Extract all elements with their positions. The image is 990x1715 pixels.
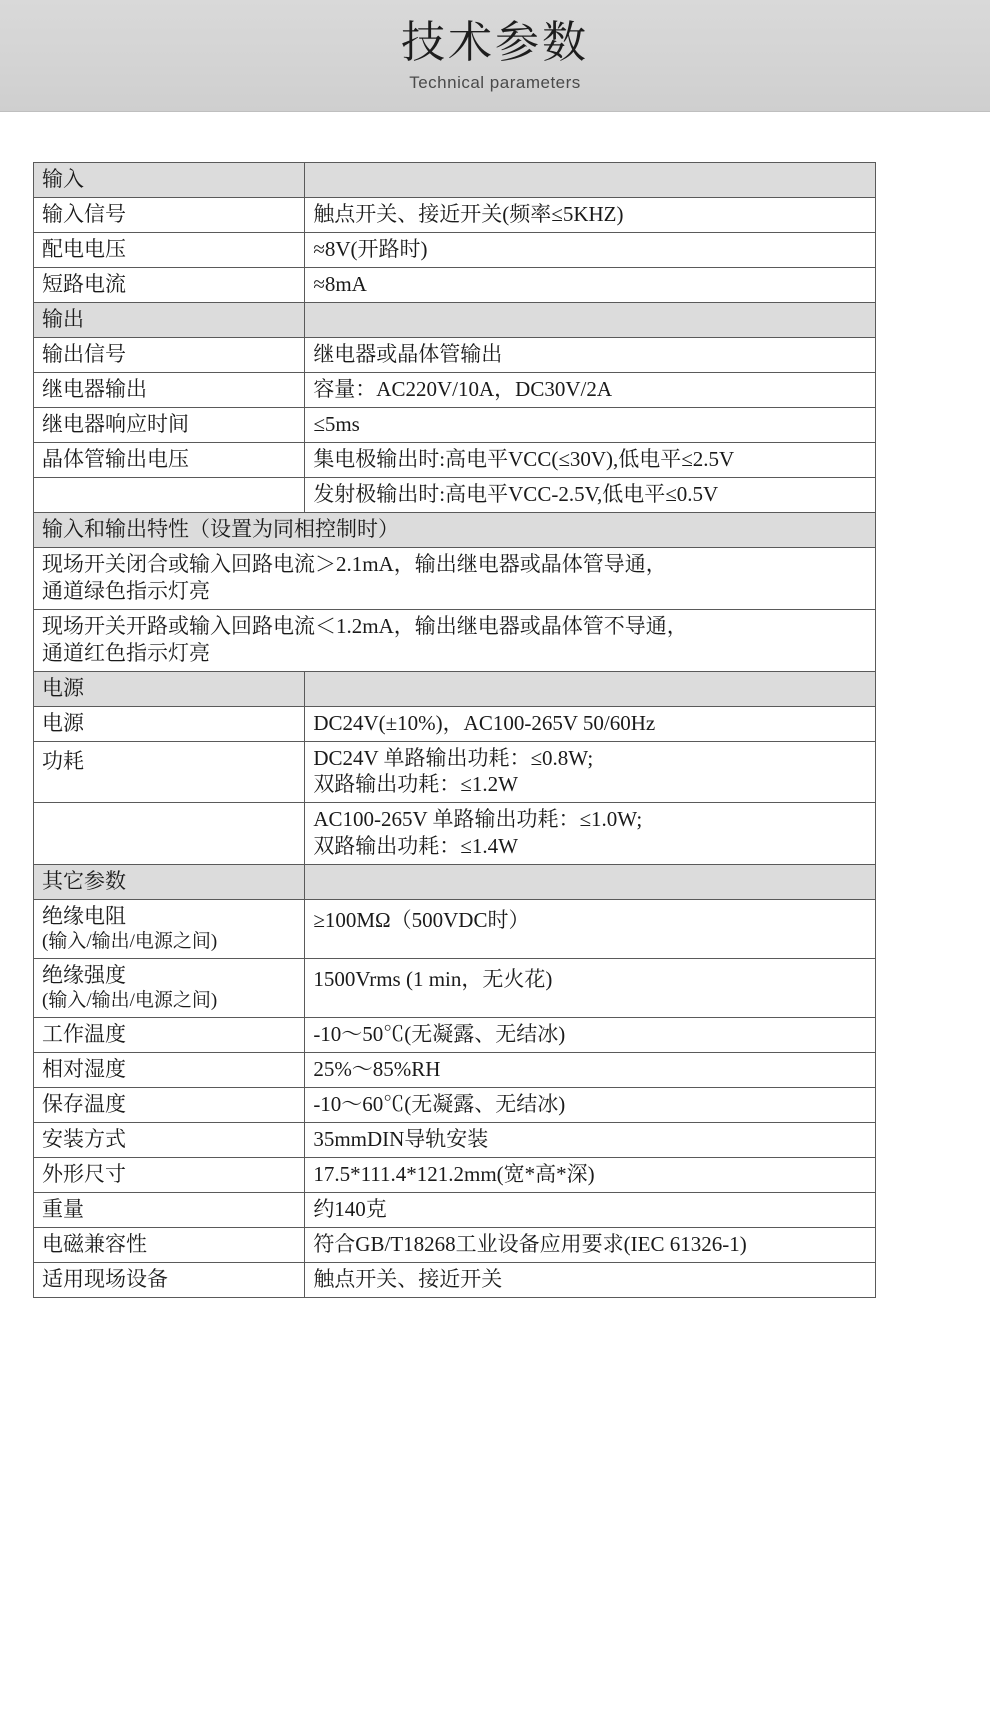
- parameter-value: 约140克: [305, 1193, 876, 1228]
- table-row: [34, 163, 876, 198]
- table-row: [34, 1123, 876, 1158]
- table-row: [34, 1018, 876, 1053]
- characteristic-line: 通道红色指示灯亮: [42, 640, 210, 665]
- table-row: [34, 478, 876, 513]
- section-header-value: [305, 865, 876, 900]
- parameter-value: -10～60℃(无凝露、无结冰): [305, 1088, 876, 1123]
- parameter-value: ≈8mA: [305, 268, 876, 303]
- parameter-value: 继电器或晶体管输出: [305, 338, 876, 373]
- table-row: [34, 803, 876, 865]
- parameter-value: 容量：AC220V/10A，DC30V/2A: [305, 373, 876, 408]
- section-header-label: 输入和输出特性（设置为同相控制时）: [34, 513, 876, 548]
- characteristic-text: [34, 548, 876, 610]
- parameter-value: -10～50℃(无凝露、无结冰): [305, 1018, 876, 1053]
- parameter-label: 电磁兼容性: [34, 1228, 305, 1263]
- parameter-value: ≤5ms: [305, 408, 876, 443]
- parameter-label-line: 绝缘电阻: [42, 904, 126, 928]
- parameter-label-line: (输入/输出/电源之间): [42, 990, 218, 1012]
- section-header-label: 电源: [34, 671, 305, 706]
- parameter-label: [34, 959, 305, 1018]
- parameter-value: 触点开关、接近开关(频率≤5KHZ): [305, 198, 876, 233]
- parameter-value: [305, 803, 876, 865]
- parameter-value: ≈8V(开路时): [305, 233, 876, 268]
- technical-parameters-table: [33, 162, 876, 1298]
- parameter-value: ≥100MΩ（500VDC时）: [305, 900, 876, 959]
- table-row: [34, 900, 876, 959]
- characteristic-text: [34, 609, 876, 671]
- spec-table-container: [33, 162, 876, 1298]
- table-row: [34, 1053, 876, 1088]
- table-row: [34, 408, 876, 443]
- characteristic-line: 通道绿色指示灯亮: [42, 578, 210, 603]
- parameter-value-line: AC100-265V 单路输出功耗：≤1.0W;: [313, 807, 643, 832]
- parameter-label: 工作温度: [34, 1018, 305, 1053]
- table-row: [34, 671, 876, 706]
- parameter-label: 电源: [34, 706, 305, 741]
- parameter-label: 功耗: [34, 741, 305, 803]
- parameter-label: 短路电流: [34, 268, 305, 303]
- parameter-value: 35mmDIN导轨安装: [305, 1123, 876, 1158]
- parameter-value: 发射极输出时:高电平VCC-2.5V,低电平≤0.5V: [305, 478, 876, 513]
- parameter-value: 符合GB/T18268工业设备应用要求(IEC 61326-1): [305, 1228, 876, 1263]
- section-header-label: 输入: [34, 163, 305, 198]
- parameter-label: [34, 478, 305, 513]
- table-row: [34, 865, 876, 900]
- parameter-label: 输入信号: [34, 198, 305, 233]
- parameter-label-line: (输入/输出/电源之间): [42, 930, 218, 952]
- table-row: [34, 1263, 876, 1298]
- parameter-value-line: 双路输出功耗：≤1.4W: [313, 834, 518, 859]
- parameter-value: 1500Vrms (1 min，无火花): [305, 959, 876, 1018]
- parameter-value: [305, 741, 876, 803]
- parameter-value: 25%～85%RH: [305, 1053, 876, 1088]
- page-title: 技术参数: [401, 18, 589, 68]
- table-row: [34, 373, 876, 408]
- parameter-label: 输出信号: [34, 338, 305, 373]
- table-row: [34, 1158, 876, 1193]
- table-row: [34, 268, 876, 303]
- parameter-label: 继电器响应时间: [34, 408, 305, 443]
- table-row: [34, 741, 876, 803]
- parameter-label: 外形尺寸: [34, 1158, 305, 1193]
- parameter-label: 晶体管输出电压: [34, 443, 305, 478]
- table-row: [34, 233, 876, 268]
- parameter-label: 适用现场设备: [34, 1263, 305, 1298]
- parameter-label: 继电器输出: [34, 373, 305, 408]
- parameter-value: 17.5*111.4*121.2mm(宽*高*深): [305, 1158, 876, 1193]
- parameter-value: DC24V(±10%)，AC100-265V 50/60Hz: [305, 706, 876, 741]
- table-row: [34, 513, 876, 548]
- parameter-value-line: 双路输出功耗：≤1.2W: [313, 772, 518, 797]
- table-row: [34, 1088, 876, 1123]
- table-row: [34, 1228, 876, 1263]
- parameter-label: 相对湿度: [34, 1053, 305, 1088]
- page-header-banner: [0, 0, 990, 112]
- table-row: [34, 1193, 876, 1228]
- table-row: [34, 443, 876, 478]
- section-header-value: [305, 303, 876, 338]
- parameter-value: 触点开关、接近开关: [305, 1263, 876, 1298]
- page-subtitle: Technical parameters: [409, 72, 581, 92]
- section-header-value: [305, 163, 876, 198]
- table-row: [34, 548, 876, 610]
- parameter-value: 集电极输出时:高电平VCC(≤30V),低电平≤2.5V: [305, 443, 876, 478]
- characteristic-line: 现场开关闭合或输入回路电流＞2.1mA，输出继电器或晶体管导通，: [42, 552, 667, 576]
- parameter-label: [34, 803, 305, 865]
- parameter-label-line: 绝缘强度: [42, 963, 126, 988]
- parameter-label: [34, 900, 305, 959]
- parameter-label: 保存温度: [34, 1088, 305, 1123]
- table-row: [34, 609, 876, 671]
- section-header-label: 其它参数: [34, 865, 305, 900]
- table-row: [34, 303, 876, 338]
- table-row: [34, 198, 876, 233]
- table-row: [34, 959, 876, 1018]
- parameter-label: 重量: [34, 1193, 305, 1228]
- section-header-label: 输出: [34, 303, 305, 338]
- section-header-value: [305, 671, 876, 706]
- characteristic-line: 现场开关开路或输入回路电流＜1.2mA，输出继电器或晶体管不导通，: [42, 613, 688, 638]
- parameter-value-line: DC24V 单路输出功耗：≤0.8W;: [313, 745, 594, 770]
- table-row: [34, 338, 876, 373]
- parameter-label: 安装方式: [34, 1123, 305, 1158]
- table-row: [34, 706, 876, 741]
- parameter-label: 配电电压: [34, 233, 305, 268]
